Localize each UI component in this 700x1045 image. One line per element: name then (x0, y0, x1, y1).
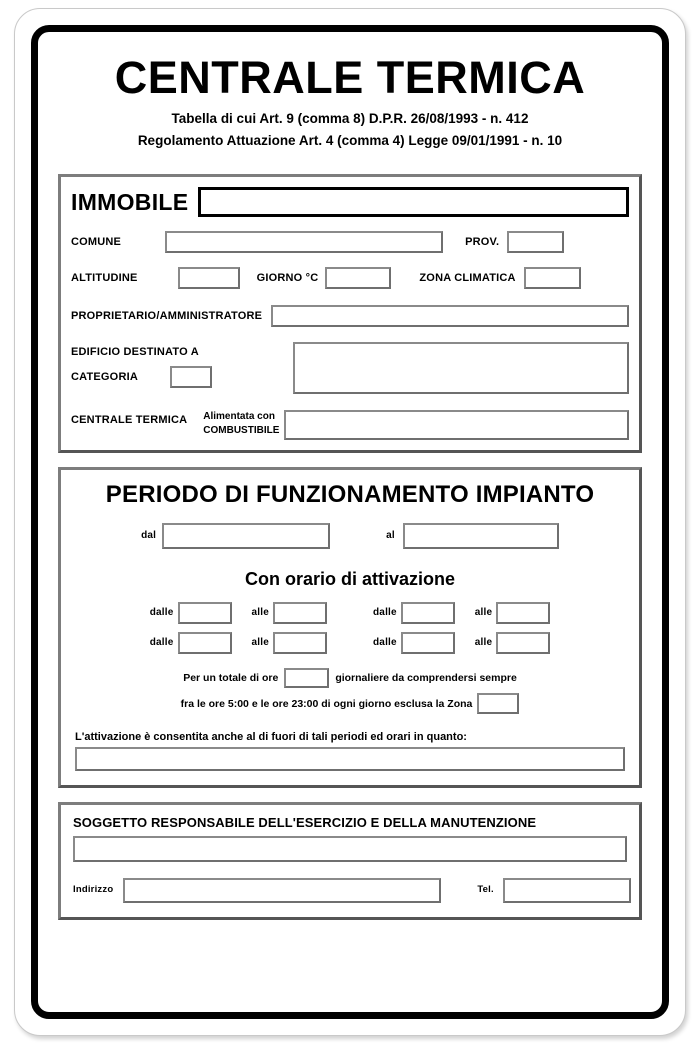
dalle-label: dalle (149, 607, 174, 619)
alle-input-1a[interactable] (273, 602, 327, 624)
comune-row (71, 231, 629, 253)
zona-climatica-label: ZONA CLIMATICA (419, 271, 516, 284)
indirizzo-input[interactable] (123, 878, 441, 903)
indirizzo-label: Indirizzo (73, 884, 114, 896)
giorno-input[interactable] (325, 267, 391, 289)
altitudine-row (71, 267, 629, 289)
orari-grid (71, 602, 629, 654)
subtitle-line-2: Regolamento Attuazione Art. 4 (comma 4) Legge 09/01/1991 - n. 10 (137, 133, 563, 149)
totale-ore-row (71, 668, 629, 688)
section-soggetto-responsabile (58, 802, 642, 920)
periodo-heading: PERIODO DI FUNZIONAMENTO IMPIANTO (105, 481, 595, 509)
tel-input[interactable] (503, 878, 631, 903)
page-title: CENTRALE TERMICA (114, 52, 586, 103)
dalle-input-2b[interactable] (401, 632, 455, 654)
dal-input[interactable] (162, 523, 330, 549)
zona-climatica-input[interactable] (524, 267, 581, 289)
totale-suffix-label: giornaliere da comprendersi sempre (335, 672, 517, 685)
categoria-input[interactable] (170, 366, 212, 388)
fra-le-ore-row (71, 693, 629, 714)
information-plate (14, 8, 686, 1036)
dalle-label: dalle (373, 637, 397, 649)
soggetto-nome-input[interactable] (73, 836, 627, 862)
prov-input[interactable] (507, 231, 564, 253)
plate-inner-border (31, 25, 669, 1019)
immobile-input[interactable] (198, 187, 629, 217)
edificio-label: EDIFICIO DESTINATO A (71, 346, 199, 359)
edificio-destinato-input[interactable] (293, 342, 629, 394)
immobile-row (71, 187, 629, 217)
alle-input-2b[interactable] (496, 632, 550, 654)
alimentata-line-1: Alimentata con (203, 411, 275, 423)
alle-label: alle (251, 637, 269, 649)
orario-attivazione-heading: Con orario di attivazione (244, 569, 456, 590)
section-immobile (58, 174, 642, 453)
orari-row (71, 632, 629, 654)
dalle-label: dalle (373, 607, 397, 619)
combustibile-line-2: COMBUSTIBILE (203, 424, 280, 436)
centrale-termica-label: CENTRALE TERMICA (71, 414, 188, 427)
edificio-categoria-block (71, 342, 629, 394)
comune-input[interactable] (165, 231, 443, 253)
al-label: al (386, 530, 395, 542)
categoria-row (71, 366, 293, 388)
alimentata-combustibile-label (203, 410, 279, 437)
section-periodo-funzionamento (58, 467, 642, 788)
totale-ore-input[interactable] (284, 668, 329, 688)
dalle-input-2a[interactable] (178, 632, 232, 654)
altitudine-label: ALTITUDINE (71, 271, 138, 284)
proprietario-row (71, 305, 629, 327)
tel-label: Tel. (477, 884, 494, 896)
alle-input-2a[interactable] (273, 632, 327, 654)
al-input[interactable] (403, 523, 559, 549)
comune-label: COMUNE (71, 235, 122, 248)
dalle-input-1a[interactable] (178, 602, 232, 624)
alle-label: alle (474, 637, 493, 649)
immobile-label: IMMOBILE (71, 188, 189, 215)
attivazione-consentita-label: L'attivazione è consentita anche al di fuori di tali periodi ed orari in quanto: (75, 731, 467, 744)
periodo-dal-al-row (71, 523, 629, 549)
attivazione-motivo-input[interactable] (75, 747, 625, 771)
dalle-label: dalle (149, 637, 174, 649)
centrale-termica-row (71, 410, 629, 440)
totale-prefix-label: Per un totale di ore (183, 672, 279, 685)
giorno-label: GIORNO °C (256, 271, 319, 284)
soggetto-heading: SOGGETTO RESPONSABILE DELL'ESERCIZIO E DELLA MANUTENZIONE (73, 815, 537, 831)
dal-label: dal (141, 530, 157, 542)
indirizzo-row (73, 878, 631, 903)
proprietario-input[interactable] (271, 305, 629, 327)
edificio-label-row (71, 342, 293, 366)
edificio-categoria-labels (71, 342, 293, 394)
alle-label: alle (474, 607, 493, 619)
fra-le-ore-label: fra le ore 5:00 e le ore 23:00 di ogni giorno esclusa la Zona (180, 697, 473, 710)
prov-label: PROV. (465, 235, 500, 248)
orari-row (71, 602, 629, 624)
categoria-label: CATEGORIA (71, 370, 138, 383)
zona-esclusa-input[interactable] (477, 693, 519, 714)
subtitle-line-1: Tabella di cui Art. 9 (comma 8) D.P.R. 26/08/1993 - n. 412 (171, 111, 529, 127)
plate-content (50, 40, 650, 1004)
alle-input-1b[interactable] (496, 602, 550, 624)
combustibile-input[interactable] (284, 410, 629, 440)
alle-label: alle (251, 607, 269, 619)
dalle-input-1b[interactable] (401, 602, 455, 624)
proprietario-label: PROPRIETARIO/AMMINISTRATORE (71, 309, 263, 322)
altitudine-input[interactable] (178, 267, 240, 289)
